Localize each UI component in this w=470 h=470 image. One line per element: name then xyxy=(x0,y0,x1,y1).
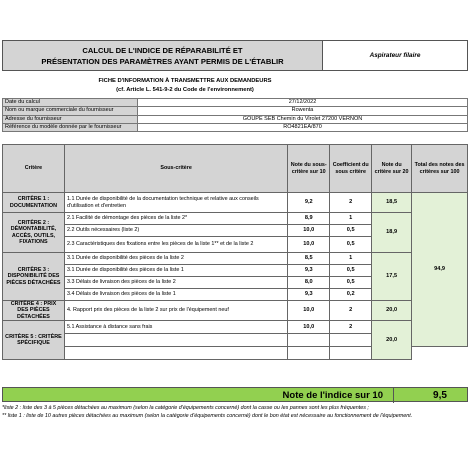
title-line-1: CALCUL DE L'INDICE DE RÉPARABILITÉ ET xyxy=(82,45,243,55)
sub-criterion-note: 10,0 xyxy=(288,321,330,334)
sub-criterion-note: 9,3 xyxy=(288,289,330,301)
sub-criterion-label xyxy=(64,334,287,347)
sub-criterion-coef: 1 xyxy=(330,253,372,265)
table-row xyxy=(3,213,468,225)
criterion-3-name: CRITÈRE 3 : DISPONIBILITÉ DES PIÈCES DÉTACHÉES xyxy=(3,253,65,301)
index-value: 9,5 xyxy=(433,390,447,401)
table-row xyxy=(3,193,468,213)
sub-criterion-coef: 0,5 xyxy=(330,277,372,289)
criterion-1-score: 18,5 xyxy=(372,193,412,213)
sub-criterion-label: 3.4 Délais de livraison des pièces de la liste 1 xyxy=(64,289,287,301)
criterion-1-name: CRITÈRE 1 : DOCUMENTATION xyxy=(3,193,65,213)
sub-criterion-coef xyxy=(330,347,372,360)
col-header-note-critere: Note du critère sur 20 xyxy=(372,145,412,193)
sub-criterion-coef: 0,5 xyxy=(330,265,372,277)
info-value: 27/12/2022 xyxy=(138,99,468,107)
sub-criterion-note: 10,0 xyxy=(288,301,330,321)
info-value: Rowenta xyxy=(138,107,468,115)
index-summary-bar xyxy=(2,387,468,402)
info-label: Nom ou marque commerciale du fournisseur xyxy=(3,107,138,115)
info-row-reference xyxy=(3,123,468,131)
col-header-total: Total des notes des critères sur 100 xyxy=(412,145,468,193)
sub-criterion-label: 3.3 Délais de livraison des pièces de la liste 2 xyxy=(64,277,287,289)
sub-criterion-label: 2.2 Outils nécessaires (liste 2) xyxy=(64,225,287,237)
sub-criterion-label: 3.1 Durée de disponibilité des pièces de la liste 1 xyxy=(64,265,287,277)
info-row-address xyxy=(3,115,468,123)
col-header-note-sous: Note du sous-critère sur 10 xyxy=(288,145,330,193)
footnotes xyxy=(2,404,468,420)
info-value: GOUPE SEB Chemin du Virolet 27200 VERNON xyxy=(138,115,468,123)
sub-criterion-note: 8,9 xyxy=(288,213,330,225)
info-label: Adresse du fournisseur xyxy=(3,115,138,123)
header-block xyxy=(2,40,468,71)
sub-criterion-coef: 0,5 xyxy=(330,225,372,237)
col-header-coef: Coefficient du sous critère xyxy=(330,145,372,193)
sub-criterion-coef: 0,5 xyxy=(330,237,372,253)
summary-divider xyxy=(393,388,394,403)
fiche-line-2: (cf. Article L. 541-9-2 du Code de l'environnement) xyxy=(116,86,254,93)
sub-criterion-coef: 1 xyxy=(330,213,372,225)
total-score: 94,9 xyxy=(412,193,468,347)
criterion-2-name: CRITÈRE 2 : DÉMONTABILITÉ, ACCÈS, OUTILS, FIXATIONS xyxy=(3,213,65,253)
info-row-brand xyxy=(3,107,468,115)
sub-criterion-label: 5.1 Assistance à distance sans frais xyxy=(64,321,287,334)
table-row xyxy=(3,301,468,321)
document-title xyxy=(3,41,323,71)
sub-criterion-label: 4. Rapport prix des pièces de la liste 2 sur prix de l'équipement neuf xyxy=(64,301,287,321)
fiche-line-1: FICHE D'INFORMATION À TRANSMETTRE AUX DEMANDEURS xyxy=(98,78,272,84)
sub-criterion-note: 8,0 xyxy=(288,277,330,289)
criterion-3-score: 17,5 xyxy=(372,253,412,301)
col-header-critere: Critère xyxy=(3,145,65,193)
sub-criterion-coef: 2 xyxy=(330,321,372,334)
table-header-row xyxy=(3,145,468,193)
sub-criterion-note: 10,0 xyxy=(288,225,330,237)
sub-criterion-note xyxy=(288,334,330,347)
sub-criterion-note xyxy=(288,347,330,360)
supplier-info-table xyxy=(2,98,468,132)
product-type: Aspirateur filaire xyxy=(323,41,468,71)
title-line-2: PRÉSENTATION DES PARAMÈTRES AYANT PERMIS DE L'ÉTABLIR xyxy=(41,56,284,66)
criterion-4-score: 20,0 xyxy=(372,301,412,321)
info-label: Date du calcul xyxy=(3,99,138,107)
criterion-4-name: CRITÈRE 4 : PRIX DES PIÈCES DÉTACHÉES xyxy=(3,301,65,321)
sub-criterion-note: 8,5 xyxy=(288,253,330,265)
sub-criterion-note: 10,0 xyxy=(288,237,330,253)
fiche-heading xyxy=(60,77,310,94)
sub-criterion-note: 9,2 xyxy=(288,193,330,213)
sub-criterion-label: 3.1 Durée de disponibilité des pièces de la liste 2 xyxy=(64,253,287,265)
sub-criterion-label: 1.1 Durée de disponibilité de la documentation technique et relative aux conseils d'utilisation et d'entretien xyxy=(64,193,287,213)
sub-criterion-coef: 0,2 xyxy=(330,289,372,301)
sub-criterion-coef: 2 xyxy=(330,301,372,321)
sub-criterion-note: 9,3 xyxy=(288,265,330,277)
info-label: Référence du modèle donnée par le fournisseur xyxy=(3,123,138,131)
sub-criterion-coef xyxy=(330,334,372,347)
repairability-table xyxy=(2,144,468,360)
info-value: RO4821EA/870 xyxy=(138,123,468,131)
footnote-list-1: ** liste 1 : liste de 10 autres pièces détachées au maximum (selon la catégorie d'équipements concerné) dont le bon état est nécessaire au fonctionnement de l'équipement. xyxy=(2,413,413,419)
criterion-2-score: 18,9 xyxy=(372,213,412,253)
index-label: Note de l'indice sur 10 xyxy=(282,390,383,401)
sub-criterion-label: 2.3 Caractéristiques des fixations entre les pièces de la liste 1** et de la liste 2 xyxy=(64,237,287,253)
criterion-5-name: CRITÈRE 5 : CRITÈRE SPÉCIFIQUE xyxy=(3,321,65,360)
info-row-date xyxy=(3,99,468,107)
table-row xyxy=(3,321,468,334)
footnote-list-2: *liste 2 : liste des 3 à 5 pièces détachées au maximum (selon la catégorie d'équipements concerné) dont la casse ou les pannes sont les plus fréquentes ; xyxy=(2,405,369,411)
sub-criterion-label xyxy=(64,347,287,360)
sub-criterion-coef: 2 xyxy=(330,193,372,213)
table-row xyxy=(3,253,468,265)
criterion-5-score: 20,0 xyxy=(372,321,412,360)
col-header-sous-critere: Sous-critère xyxy=(64,145,287,193)
sub-criterion-label: 2.1 Facilité de démontage des pièces de la liste 2* xyxy=(64,213,287,225)
